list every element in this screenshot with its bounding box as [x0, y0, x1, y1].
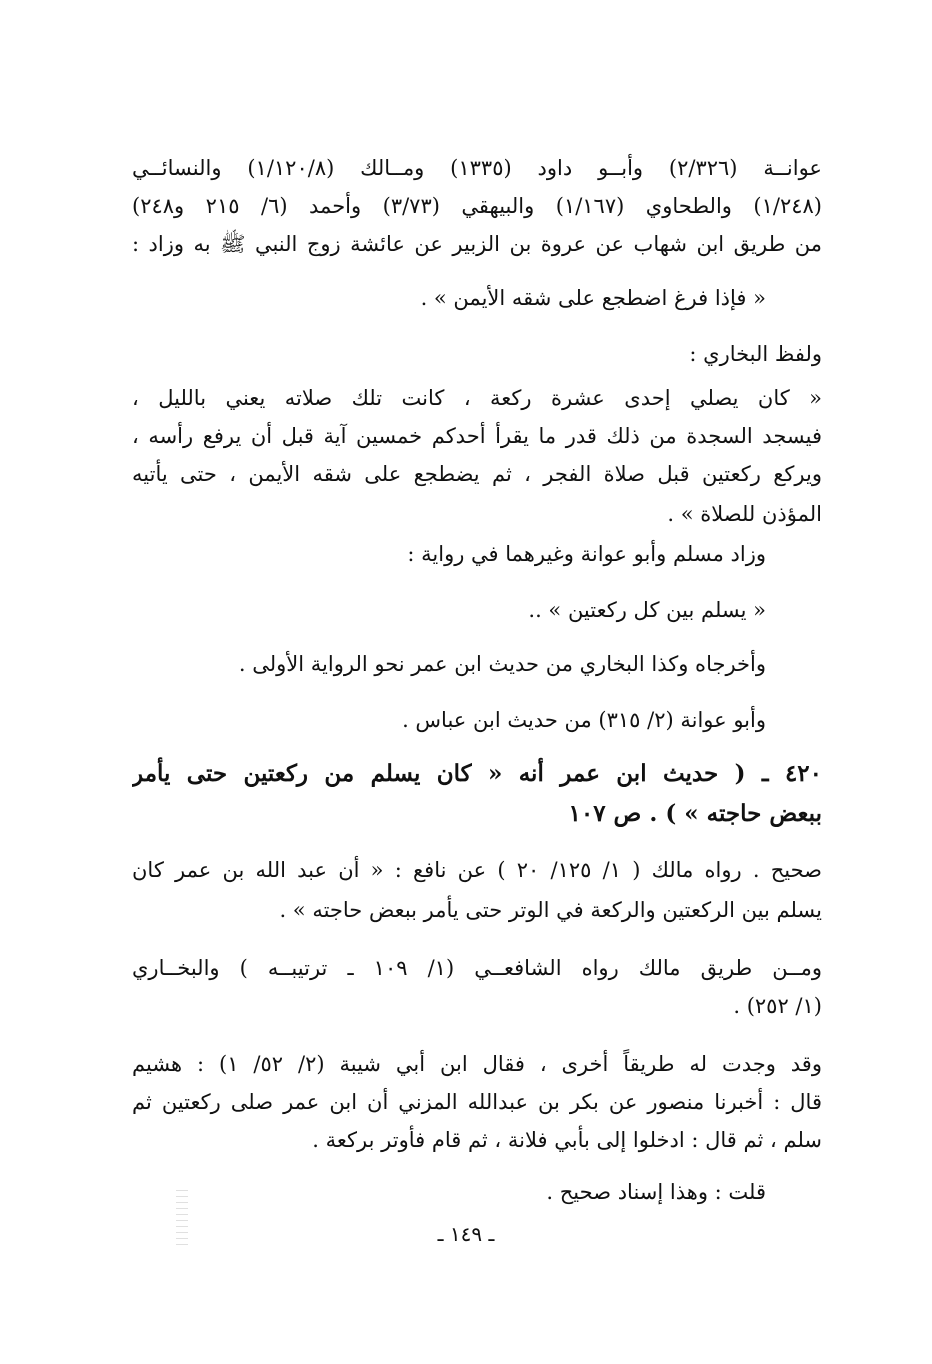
text-line: من طريق ابن شهاب عن عروة بن الزبير عن عائشة زوج النبي ﷺ به وزاد :	[132, 232, 822, 256]
hadith-heading: ٤٢٠ ـ ( حديث ابن عمر أنه « كان يسلم من ركعتين حتى يأمر	[132, 760, 822, 787]
quote-line: « يسلم بين كل ركعتين » ..	[528, 598, 766, 622]
text-line: ومــن طريق مالك رواه الشافعــي (١/ ١٠٩ ـ ترتيبــه ) والبخــاري	[132, 956, 822, 980]
text-line: قلت : وهذا إسناد صحيح .	[546, 1180, 766, 1204]
quote-line: ويركع ركعتين قبل صلاة الفجر ، ثم يضطجع على شقه الأيمن ، حتى يأتيه	[132, 462, 822, 486]
quote-line: المؤذن للصلاة » .	[667, 502, 822, 526]
text-line: وأبو عوانة (٢/ ٣١٥) من حديث ابن عباس .	[402, 708, 766, 732]
text-line: يسلم بين الركعتين والركعة في الوتر حتى يأمر ببعض حاجته » .	[279, 898, 822, 922]
text-line: عوانــة (٢/٣٢٦) وأبــو داود (١٣٣٥) ومــالك (١/١٢٠/٨) والنسائــي	[132, 156, 822, 180]
text-line: وزاد مسلم وأبو عوانة وغيرهما في رواية :	[407, 542, 766, 566]
text-line: وأخرجاه وكذا البخاري من حديث ابن عمر نحو الرواية الأولى .	[238, 652, 766, 676]
text-line: (١/ ٢٥٢) .	[733, 994, 822, 1018]
quote-line: فيسجد السجدة من ذلك قدر ما يقرأ أحدكم خمسين آية قبل أن يرفع رأسه ،	[132, 424, 822, 448]
quote-line: « فإذا فرغ اضطجع على شقه الأيمن » .	[420, 286, 766, 310]
text-line: صحيح . رواه مالك ( ١/ ١٢٥/ ٢٠ ) عن نافع : « أن عبد الله بن عمر كان	[132, 858, 822, 882]
text-line: قال : أخبرنا منصور عن بكر بن عبدالله المزني أن ابن عمر صلى ركعتين ثم	[132, 1090, 822, 1114]
quote-line: « كان يصلي إحدى عشرة ركعة ، كانت تلك صلاته يعني بالليل ،	[132, 386, 822, 410]
text-line: سلم ، ثم قال : ادخلوا إلى بأبي فلانة ، ثم قام فأوتر بركعة .	[312, 1128, 822, 1152]
page-number: ـ ١٤٩ ـ	[437, 1222, 495, 1246]
text-line: ولفظ البخاري :	[689, 342, 822, 366]
hadith-heading: ببعض حاجته » ) . ص ١٠٧	[568, 800, 822, 827]
text-line: (١/٢٤٨) والطحاوي (١/١٦٧) والبيهقي (٣/٧٣) وأحمد (٦/ ٢١٥ و٢٤٨)	[132, 194, 822, 218]
text-line: وقد وجدت له طريقاً أخرى ، فقال ابن أبي شيبة (٢/ ٥٢/ ١) : هشيم	[132, 1052, 822, 1076]
